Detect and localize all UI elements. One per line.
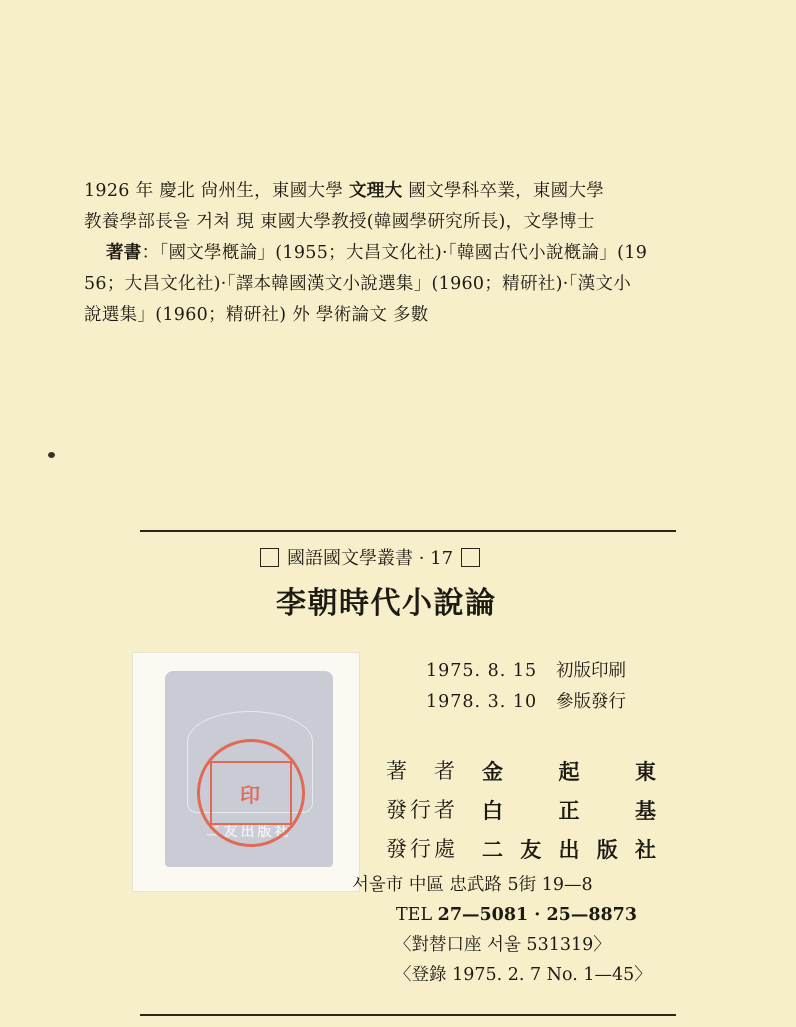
bio-line-1 (84, 176, 764, 207)
bio-text: ：「國文學槪論」(1955；大昌文化社)·「韓國古代小說槪論」(19 (141, 243, 648, 263)
credit-name (482, 752, 656, 791)
red-seal-icon (197, 739, 305, 847)
bio-text: 1926 年 慶北 尙州生，東國大學 (84, 181, 349, 201)
name-char: 版 (596, 837, 618, 862)
edition-row (426, 687, 626, 718)
bio-line-2: 教養學部長을 거쳐 現 東國大學教授(韓國學硏究所長)，文學博士 (84, 212, 595, 232)
registration-line: 〈登錄 1975. 2. 7 No. 1—45〉 (394, 965, 652, 985)
tel-label: TEL (396, 905, 438, 925)
name-char: 出 (558, 837, 580, 862)
edition-label: 初版印刷 (556, 661, 626, 681)
credit-row (386, 752, 656, 791)
name-char: 社 (635, 837, 656, 862)
credit-name (482, 791, 656, 830)
ink-spot (48, 452, 55, 458)
name-char: 基 (635, 798, 656, 823)
name-char: 東 (635, 759, 656, 784)
publisher-stamp (132, 652, 360, 892)
top-rule (140, 530, 676, 532)
seal-text: 印 (240, 782, 262, 807)
edition-dates (426, 656, 626, 718)
account-line: 〈對替口座 서울 531319〉 (394, 935, 611, 955)
edition-date: 1978. 3. 10 (426, 692, 538, 712)
edition-row (426, 656, 626, 687)
credit-row (386, 791, 656, 830)
seal-inner (210, 761, 292, 825)
tel-number: 27—5081 · 25—8873 (437, 905, 638, 925)
credit-role: 著 者 (386, 759, 458, 783)
name-char: 友 (520, 837, 542, 862)
series-heading (260, 543, 550, 571)
telephone-line (352, 900, 652, 930)
bio-line-3 (84, 238, 764, 269)
edition-label: 參版發行 (556, 692, 626, 712)
name-char: 起 (558, 759, 580, 784)
plate-label: 二友出版社 (206, 824, 292, 840)
book-title: 李朝時代小說論 (276, 586, 497, 621)
credit-row (386, 830, 656, 869)
works-label: 著書 (106, 243, 142, 263)
address-line: 서울市 中區 忠武路 5街 19—8 (352, 875, 593, 895)
credit-role: 發行者 (386, 798, 458, 822)
credit-name (482, 830, 656, 869)
bio-line-4: 56；大昌文化社)·「譯本韓國漢文小說選集」(1960；精硏社)·「漢文小 (84, 274, 632, 294)
bio-text: 國文學科卒業，東國大學 (402, 181, 605, 201)
square-icon (461, 548, 480, 567)
author-bio (84, 176, 764, 331)
bio-text-bold: 文理大 (349, 181, 403, 201)
edition-date: 1975. 8. 15 (426, 661, 538, 681)
name-char: 二 (482, 837, 503, 862)
credit-role: 發行處 (386, 837, 458, 861)
name-char: 白 (482, 798, 503, 823)
credits (386, 752, 656, 869)
square-icon (260, 548, 279, 567)
bio-line-5: 說選集」(1960；精硏社) 外 學術論文 多數 (84, 305, 429, 325)
name-char: 金 (482, 759, 503, 784)
bottom-rule (140, 1014, 676, 1016)
publisher-address (352, 870, 652, 990)
series-text: 國語國文學叢書 · 17 (287, 548, 454, 569)
name-char: 正 (558, 798, 580, 823)
